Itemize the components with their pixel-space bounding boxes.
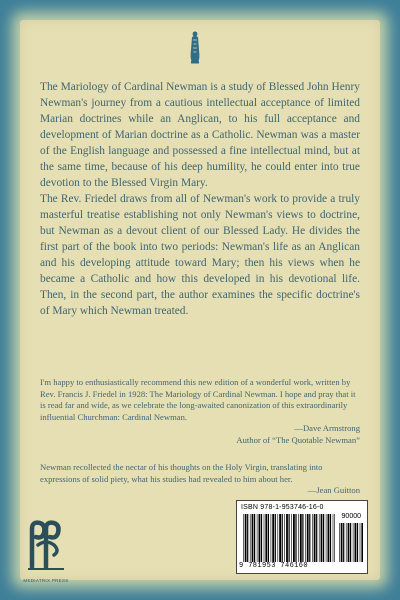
barcode-bar: [284, 514, 285, 562]
barcode-bar: [350, 523, 351, 562]
barcode-bar: [257, 514, 258, 562]
barcode-bar: [357, 523, 358, 562]
barcode-bar: [271, 514, 272, 562]
barcode-bar: [319, 514, 320, 562]
barcode-bar: [360, 523, 361, 562]
quote-author: —Jean Guitton: [307, 485, 360, 496]
barcode-bar: [305, 514, 306, 562]
barcode-bar: [326, 514, 327, 562]
barcode-bar: [295, 514, 296, 562]
endorsement-armstrong: [40, 377, 360, 447]
madonna-statue-icon: [188, 30, 202, 64]
barcode-bar: [348, 523, 350, 562]
barcode-bar: [330, 514, 331, 562]
barcode-bar: [334, 514, 335, 562]
barcode-bar: [312, 514, 313, 562]
barcode-bar: [293, 514, 295, 562]
barcode-bar: [300, 514, 302, 562]
barcode-bar: [333, 514, 334, 562]
barcode-bar: [307, 514, 309, 562]
isbn-barcode: [236, 500, 368, 574]
barcode-bar: [243, 514, 244, 562]
barcode-bar: [252, 514, 254, 562]
barcode-bar: [259, 514, 261, 562]
description: [40, 80, 360, 320]
quote-text: Newman recollected the nectar of his thoughts on the Holy Virgin, translating into expressions of solid piety, what his studies had revealed to him about her.: [40, 462, 323, 484]
barcode-bar: [264, 514, 265, 562]
endorsement-text: I'm happy to enthusiastically recommend this new edition of a wonderful work, written by Rev. Francis J. Friedel in 1928: The Mariology of Cardinal Newman. I hope and pray that it is read far and wide, as we celebrate the long-awaited canonization of this extraordinarily influential Churchman: Cardinal Newman.: [40, 377, 356, 422]
barcode-bar: [343, 523, 344, 562]
barcode-bar: [341, 523, 343, 562]
barcode-bar: [265, 514, 267, 562]
barcode-bar: [302, 514, 303, 562]
barcode-bar: [250, 514, 251, 562]
barcode-bar: [289, 514, 290, 562]
barcode-bar: [309, 514, 310, 562]
isbn-label: ISBN 978-1-953746-16-0: [241, 504, 324, 511]
barcode-bar: [279, 514, 281, 562]
barcode-bar: [353, 523, 354, 562]
barcode-bar: [278, 514, 279, 562]
endorsement-author: —Dave Armstrong: [294, 423, 360, 434]
barcode-bar: [328, 514, 330, 562]
barcode-bar: [282, 514, 283, 562]
publisher-name: MEDIATRIX PRESS: [23, 578, 69, 583]
endorsement-guitton: [40, 462, 360, 497]
barcode-bar: [275, 514, 276, 562]
description-paragraph-2: The Rev. Friedel draws from all of Newman's work to provide a truly masterful treatise establishing not only Newman's views to doctrine, but Newman as a devout client of our Blessed Lady. He divides the first part of the book into two periods: Newman's life as an Anglican and his developing attitude toward Mary; then his views when he became a Catholic and how this developed in his devotional life. Then, in the second part, the author examines the specific doctrine's of Mary which Newman treated.: [40, 192, 360, 317]
barcode-digits: 9 781953 746160: [239, 562, 309, 570]
barcode-bar: [314, 514, 316, 562]
endorsement-author-title: Author of “The Quotable Newman”: [236, 434, 360, 445]
barcode-bar: [323, 514, 324, 562]
mp-monogram-icon: [24, 515, 68, 575]
barcode-bar: [291, 514, 292, 562]
barcode-bar: [361, 523, 363, 562]
barcode-bar: [272, 514, 274, 562]
description-paragraph-1: The Mariology of Cardinal Newman is a study of Blessed John Henry Newman's journey from a cautious intellectual acceptance of limited Marian doctrines while an Anglican, to his full acceptance and development of Marian doctrine as a Catholic. Newman was a master of the English language and possessed a fine intellectual mind, but at the same time, because of his deep humility, he could enter into true devotion to the Blessed Virgin Mary.: [40, 81, 360, 189]
barcode-bar: [355, 523, 357, 562]
barcode-bar: [286, 514, 288, 562]
price-code: 90000: [341, 513, 361, 520]
barcode-bar: [298, 514, 299, 562]
barcode-bar: [346, 523, 347, 562]
barcode-bar: [261, 514, 262, 562]
barcode-bar: [268, 514, 269, 562]
barcode-bar: [245, 514, 247, 562]
barcode-bar: [321, 514, 323, 562]
barcode-bar: [339, 523, 340, 562]
barcode-bars: [243, 514, 335, 562]
barcode-addon-bars: [339, 523, 363, 562]
barcode-bar: [316, 514, 317, 562]
barcode-bar: [254, 514, 255, 562]
barcode-bar: [247, 514, 248, 562]
